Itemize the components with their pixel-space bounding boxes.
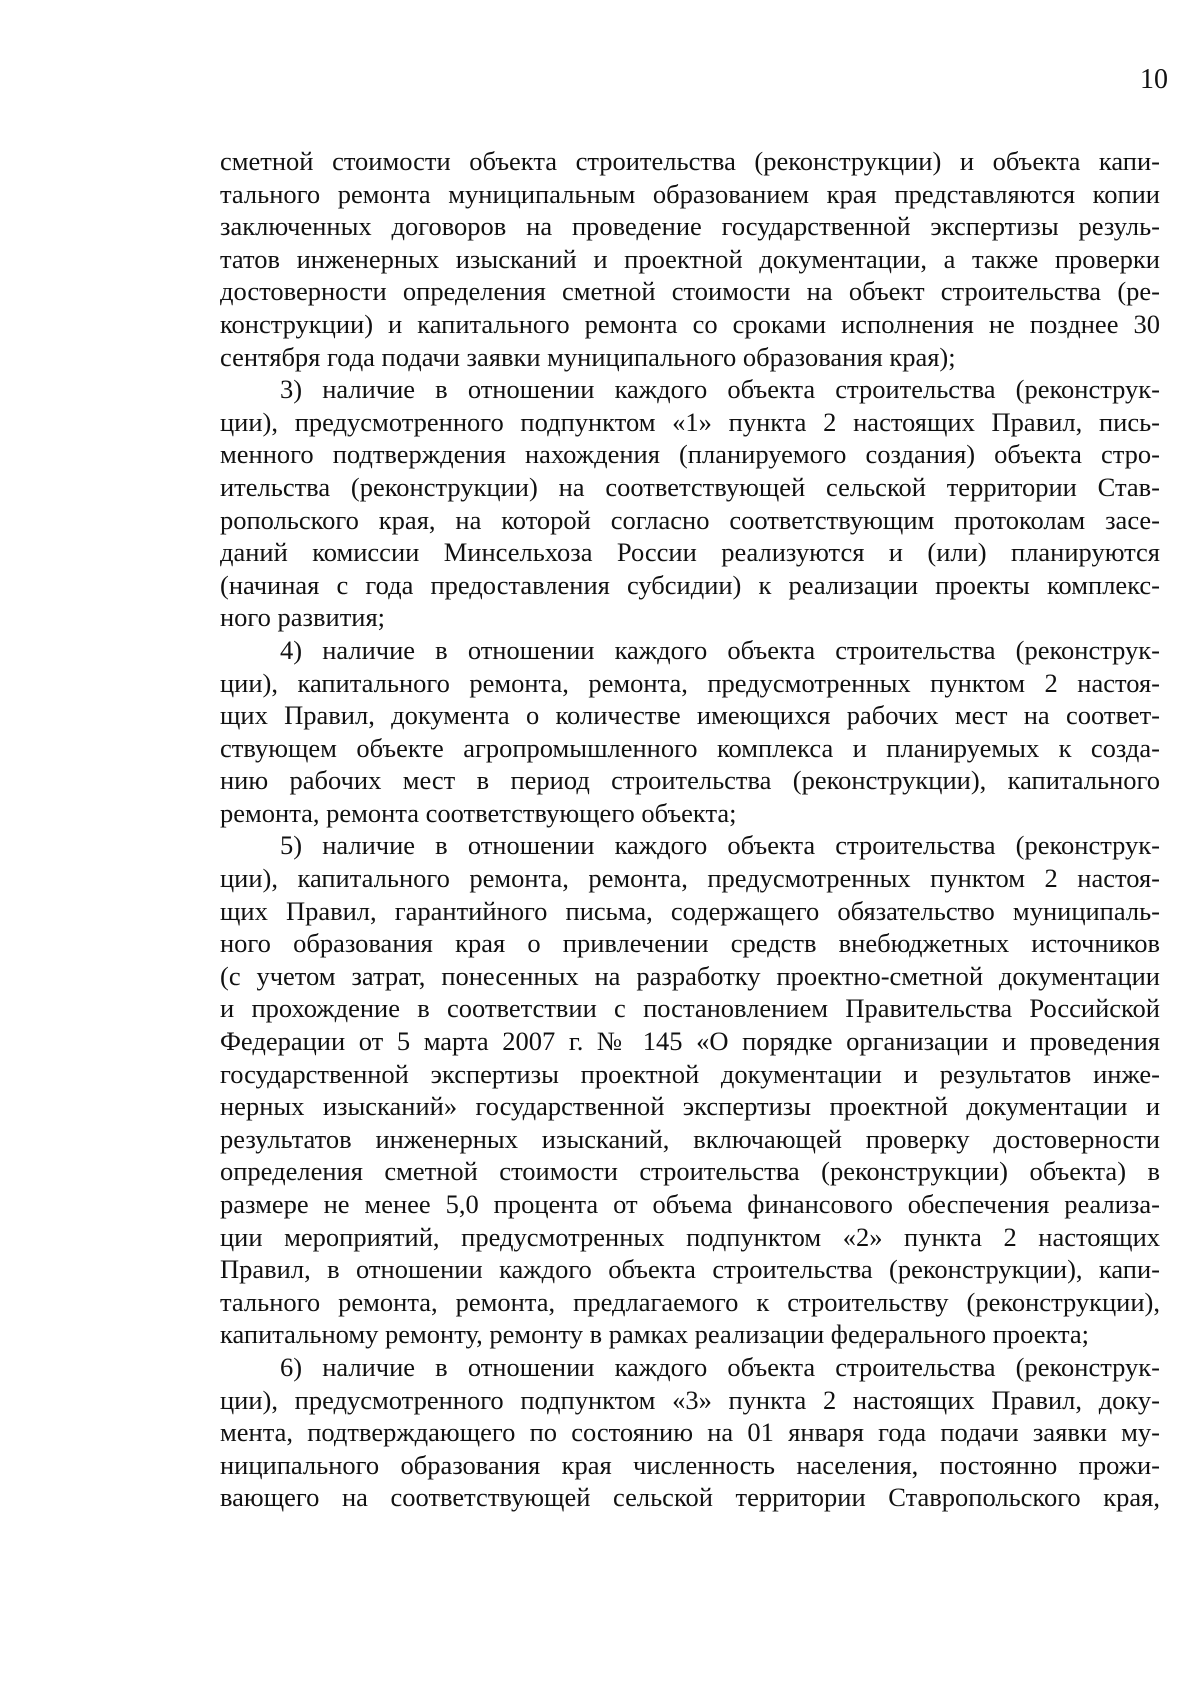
text-line: тального ремонта, ремонта, предлагаемого к строительству (реконструкции), — [220, 1286, 1160, 1317]
text-line: менного подтверждения нахождения (планируемого создания) объекта стро- — [220, 439, 1160, 470]
text-line: сметной стоимости объекта строительства (реконструкции) и объекта капи- — [220, 146, 1160, 176]
text-line: заключенных договоров на проведение государственной экспертизы резуль- — [220, 211, 1160, 242]
text-line: ремонта, ремонта соответствующего объекта; — [220, 797, 737, 828]
text-line: 3) наличие в отношении каждого объекта строительства (реконструк- — [280, 374, 1160, 405]
text-line: сентября года подачи заявки муниципального образования края); — [220, 341, 956, 372]
text-line: щих Правил, гарантийного письма, содержащего обязательство муниципаль- — [220, 895, 1160, 926]
text-line: 5) наличие в отношении каждого объекта строительства (реконструк- — [280, 830, 1160, 861]
paragraph — [220, 634, 1160, 830]
text-line: ниципального образования края численность населения, постоянно прожи- — [220, 1449, 1160, 1480]
text-line: вающего на соответствующей сельской территории Ставропольского края, — [220, 1482, 1160, 1513]
paragraph — [220, 829, 1160, 1351]
text-line: ного образования края о привлечении средств внебюджетных источников — [220, 928, 1160, 959]
text-line: щих Правил, документа о количестве имеющихся рабочих мест на соответ- — [220, 700, 1160, 731]
text-line: 4) наличие в отношении каждого объекта строительства (реконструк- — [280, 634, 1160, 665]
text-line: даний комиссии Минсельхоза России реализуются и (или) планируются — [220, 537, 1160, 568]
text-line: (с учетом затрат, понесенных на разработку проектно-сметной документации — [220, 960, 1160, 991]
text-line: ции), предусмотренного подпунктом «1» пункта 2 настоящих Правил, пись- — [220, 406, 1160, 437]
text-line: Федерации от 5 марта 2007 г. № 145 «О порядке организации и проведения — [220, 1026, 1160, 1057]
text-line: ствующем объекте агропромышленного комплекса и планируемых к созда- — [220, 732, 1160, 763]
paragraph — [220, 145, 1160, 373]
text-line: и прохождение в соответствии с постановлением Правительства Российской — [220, 993, 1160, 1024]
paragraph — [220, 1351, 1160, 1514]
text-line: ропольского края, на которой согласно соответствующим протоколам засе- — [220, 504, 1160, 535]
text-line: капитальному ремонту, ремонту в рамках реализации федерального проекта; — [220, 1319, 1090, 1350]
text-line: государственной экспертизы проектной документации и результатов инже- — [220, 1058, 1160, 1089]
text-line: (начиная с года предоставления субсидии) к реализации проекты комплекс- — [220, 569, 1160, 600]
text-line: ции), предусмотренного подпунктом «3» пункта 2 настоящих Правил, доку- — [220, 1384, 1160, 1415]
text-line: ции), капитального ремонта, ремонта, предусмотренных пунктом 2 настоя- — [220, 667, 1160, 698]
paragraph — [220, 373, 1160, 634]
text-line: 6) наличие в отношении каждого объекта строительства (реконструк- — [280, 1351, 1160, 1382]
document-body — [220, 145, 1160, 1514]
text-line: ции), капитального ремонта, ремонта, предусмотренных пунктом 2 настоя- — [220, 863, 1160, 894]
text-line: определения сметной стоимости строительства (реконструкции) объекта) в — [220, 1156, 1160, 1187]
text-line: достоверности определения сметной стоимости на объект строительства (ре- — [220, 276, 1160, 307]
page-number: 10 — [1140, 64, 1168, 95]
text-line: татов инженерных изысканий и проектной документации, а также проверки — [220, 243, 1160, 274]
text-line: нию рабочих мест в период строительства (реконструкции), капитального — [220, 765, 1160, 796]
text-line: тального ремонта муниципальным образованием края представляются копии — [220, 178, 1160, 209]
text-line: ции мероприятий, предусмотренных подпунктом «2» пункта 2 настоящих — [220, 1221, 1160, 1252]
text-line: конструкции) и капитального ремонта со сроками исполнения не позднее 30 — [220, 308, 1160, 339]
text-line: ительства (реконструкции) на соответствующей сельской территории Став- — [220, 471, 1160, 502]
text-line: мента, подтверждающего по состоянию на 01 января года подачи заявки му- — [220, 1417, 1160, 1448]
text-line: Правил, в отношении каждого объекта строительства (реконструкции), капи- — [220, 1254, 1160, 1285]
text-line: результатов инженерных изысканий, включающей проверку достоверности — [220, 1123, 1160, 1154]
text-line: нерных изысканий» государственной экспертизы проектной документации и — [220, 1091, 1160, 1122]
text-line: размере не менее 5,0 процента от объема финансового обеспечения реализа- — [220, 1189, 1160, 1219]
text-line: ного развития; — [220, 602, 386, 633]
